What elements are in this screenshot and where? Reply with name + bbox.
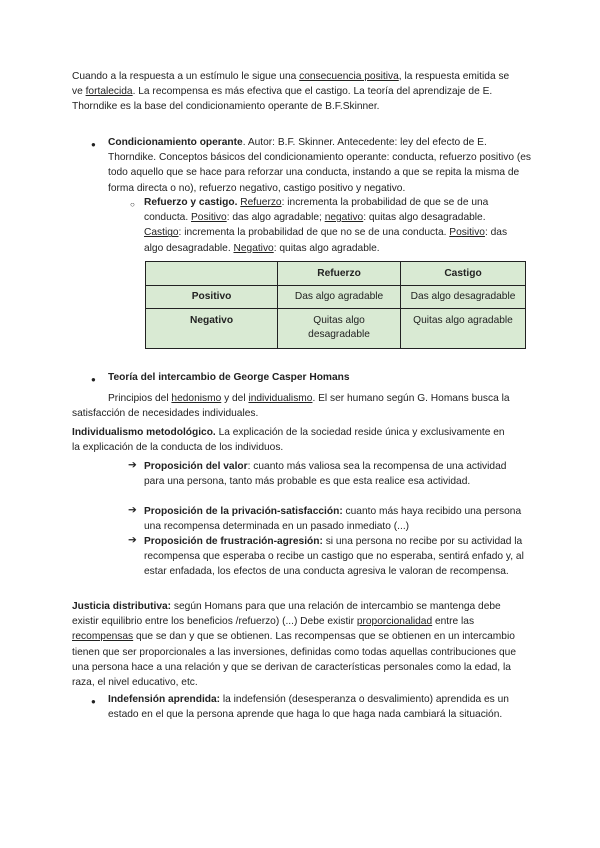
- table-row: [146, 286, 526, 309]
- condicionamiento-title: Condicionamiento operante: [108, 137, 243, 148]
- arrow-icon: ➔: [128, 534, 137, 546]
- bullet-icon: ●: [91, 375, 96, 384]
- intro-paragraph: Cuando a la respuesta a un estímulo le sigue una consecuencia positiva, la respuesta emitida se ve fortalecida. La recompensa es más efectiva que el castigo. La teoría del aprendizaje de E. Thorndike es la base del condicionamiento operante de B.F.Skinner.: [72, 71, 510, 113]
- table-header-castigo: Castigo: [401, 262, 526, 286]
- table-row-label: Positivo: [146, 286, 278, 309]
- table-row-label: Negativo: [146, 309, 278, 349]
- refuerzo-castigo-table: [145, 261, 526, 349]
- indefension-item: Indefensión aprendida: la indefensión (desesperanza o desvalimiento) aprendida es un estado en el que la persona aprende que haga lo que haga nada cambiará la situación.: [108, 694, 509, 721]
- table-cell: Quitas algo agradable: [401, 309, 526, 349]
- proposicion-frustracion: Proposición de frustración-agresión: si una persona no recibe por su actividad la recompensa que esperaba o recibe un castigo que no esperaba, sentirá enfado y, al estar enfadada, los efectos de una conducta agresiva le valoran de recompensa.: [144, 536, 524, 578]
- individualismo-paragraph: Individualismo metodológico. La explicación de la sociedad reside única y exclusivamente en la explicación de la conducta de los individuos.: [72, 427, 505, 454]
- proposicion-privacion: Proposición de la privación-satisfacción: cuanto más haya recibido una persona una recompensa determinada en un pasado inmediato (...): [144, 506, 522, 533]
- refuerzo-castigo-item: Refuerzo y castigo. Refuerzo: incrementa la probabilidad de que se de una conducta. Positivo: das algo agradable; negativo: quitas algo desagradable. Castigo: incrementa la probabilidad de que no se de una conducta. Positivo: das algo desagradable. Negativo: quitas algo agradable.: [144, 197, 508, 254]
- homans-paragraph: Principios del hedonismo y del individualismo. El ser humano según G. Homans busca la satisfacción de necesidades individuales.: [72, 393, 510, 420]
- arrow-icon: ➔: [128, 504, 137, 516]
- table-cell: Das algo agradable: [278, 286, 401, 309]
- condicionamiento-item: Condicionamiento operante. Autor: B.F. Skinner. Antecedente: ley del efecto de E. Thorndike. Conceptos básicos del condicionamiento operante: conducta, refuerzo positivo (es todo aquello que se hace para reforzar una conducta, instando a que se repita la misma de forma directa o no), refuerzo negativo, castigo positivo y negativo.: [108, 137, 532, 194]
- table-header-refuerzo: Refuerzo: [278, 262, 401, 286]
- table-corner-cell: [146, 262, 278, 286]
- term-consecuencia-positiva: consecuencia positiva: [299, 71, 399, 82]
- table-cell: Das algo desagradable: [401, 286, 526, 309]
- table-cell: Quitas algo desagradable: [278, 309, 401, 349]
- homans-title: Teoría del intercambio de George Casper Homans: [108, 372, 350, 383]
- table-row: [146, 309, 526, 349]
- bullet-icon: ●: [91, 697, 96, 706]
- proposicion-valor: Proposición del valor: cuanto más valiosa sea la recompensa de una actividad para una persona, tanto más probable es que esta realice esa actividad.: [144, 461, 507, 488]
- justicia-paragraph: Justicia distributiva: según Homans para que una relación de intercambio se mantenga debe existir equilibrio entre los beneficios /refuerzo) (...) Debe existir proporcionalidad entre las recompensas que se dan y que se obtienen. Las recompensas que se obtienen en un intercambio tienen que ser proporcionales a las inversiones, definidas como todas aquellas contribuciones que una persona hace a una relación y que se derivan de características personales como la edad, la raza, el nivel educativo, etc.: [72, 601, 516, 689]
- sub-bullet-icon: ○: [130, 200, 135, 209]
- term-fortalecida: fortalecida: [85, 86, 133, 98]
- bullet-icon: ●: [91, 140, 96, 149]
- arrow-icon: ➔: [128, 459, 137, 471]
